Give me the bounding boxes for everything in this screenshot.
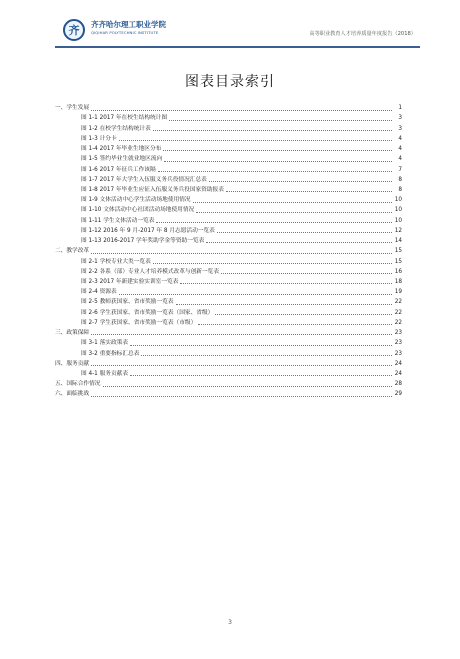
toc-entry-row[interactable]	[55, 298, 402, 308]
toc-entry-page-number: 4	[398, 156, 402, 163]
toc-entry-label: 图 1-11 学生文体活动一览表	[81, 217, 155, 224]
toc-entry-row[interactable]	[55, 124, 402, 134]
school-name-english: QIQIHAR POLYTECHNIC INSTITUTE	[91, 30, 159, 35]
dotted-leader	[209, 181, 392, 182]
toc-entry-label: 图 1-2 在校学生结构统计表	[81, 125, 151, 132]
dotted-leader	[153, 130, 392, 131]
toc-entry-page-number: 15	[394, 258, 402, 265]
toc-entry-page-number: 18	[394, 278, 402, 285]
toc-entry-page-number: 24	[394, 370, 402, 377]
toc-entry-label: 图 1-13 2016-2017 学年奖助学金等资助一览表	[81, 238, 205, 245]
dotted-leader	[156, 222, 392, 223]
toc-entry-page-number: 3	[398, 125, 402, 132]
toc-section-row[interactable]	[55, 359, 402, 369]
dotted-leader	[130, 345, 392, 346]
table-of-contents	[55, 104, 402, 400]
toc-entry-row[interactable]	[55, 114, 402, 124]
dotted-leader	[103, 386, 393, 387]
toc-entry-page-number: 23	[394, 350, 402, 357]
dotted-leader	[91, 253, 392, 254]
dotted-leader	[164, 161, 392, 162]
toc-section-row[interactable]	[55, 104, 402, 114]
toc-entry-label: 图 4-1 服务贡献表	[81, 370, 129, 377]
toc-entry-row[interactable]	[55, 176, 402, 186]
toc-entry-label: 四、服务贡献	[55, 360, 90, 367]
dotted-leader	[206, 242, 392, 243]
dotted-leader	[130, 375, 392, 376]
toc-section-row[interactable]	[55, 380, 402, 390]
toc-entry-label: 图 1-8 2017 年毕业生应征入伍服义务兵役国家资助报表	[81, 187, 224, 193]
toc-entry-label: 图 1-9 文体活动中心学生活动场地使用情况	[81, 197, 191, 204]
toc-entry-page-number: 15	[394, 248, 402, 255]
toc-entry-label: 图 2-5 教师获国家、省市奖励一览表	[81, 299, 174, 306]
toc-entry-page-number: 10	[394, 197, 402, 204]
toc-entry-row[interactable]	[55, 268, 402, 278]
dotted-leader	[119, 294, 392, 295]
toc-entry-label: 三、政策保障	[55, 330, 90, 337]
toc-entry-label: 图 1-7 2017 年大学生入伍服义务兵役情况汇总表	[81, 176, 207, 183]
dotted-leader	[176, 304, 392, 305]
toc-entry-page-number: 23	[394, 330, 402, 337]
dotted-leader	[91, 110, 392, 111]
toc-entry-page-number: 10	[394, 207, 402, 214]
toc-entry-page-number: 4	[398, 135, 402, 142]
toc-entry-label: 图 2-2 各系（部）专业人才培养模式改革与创新一览表	[81, 268, 220, 275]
toc-entry-row[interactable]	[55, 288, 402, 298]
toc-entry-page-number: 28	[394, 381, 402, 388]
toc-entry-page-number: 16	[394, 268, 402, 275]
toc-entry-page-number: 22	[394, 299, 402, 306]
toc-entry-row[interactable]	[55, 278, 402, 288]
toc-entry-row[interactable]	[55, 145, 402, 155]
page-header	[55, 18, 420, 48]
toc-section-row[interactable]	[55, 247, 402, 257]
toc-entry-label: 五、国际合作情况	[55, 381, 101, 388]
toc-entry-row[interactable]	[55, 237, 402, 247]
dotted-leader	[217, 232, 392, 233]
toc-entry-label: 图 1-5 签约毕业生就业地区流向	[81, 156, 163, 163]
toc-entry-label: 图 1-3 计分卡	[81, 135, 117, 142]
toc-entry-row[interactable]	[55, 155, 402, 165]
school-name: 齐齐哈尔理工职业学院	[91, 20, 166, 29]
toc-entry-page-number: 1	[398, 105, 402, 112]
toc-entry-row[interactable]	[55, 319, 402, 329]
toc-entry-row[interactable]	[55, 370, 402, 380]
dotted-leader	[91, 365, 392, 366]
toc-entry-row[interactable]	[55, 165, 402, 175]
dotted-leader	[226, 191, 392, 192]
dotted-leader	[198, 324, 392, 325]
dotted-leader	[91, 334, 392, 335]
toc-section-row[interactable]	[55, 329, 402, 339]
toc-entry-label: 图 3-1 落实政策表	[81, 340, 129, 347]
toc-entry-page-number: 29	[394, 391, 402, 398]
toc-entry-label: 二、教学改革	[55, 248, 90, 255]
toc-entry-page-number: 8	[398, 176, 402, 183]
dotted-leader	[91, 396, 392, 397]
toc-entry-label: 图 1-12 2016 年 9 月-2017 年 8 月志愿活动一览表	[81, 227, 215, 234]
report-title: 高等职业教育人才培养质量年度报告（2018）	[309, 31, 416, 37]
toc-entry-page-number: 23	[394, 340, 402, 347]
toc-entry-label: 图 1-1 2017 年在校生结构统计图	[81, 115, 168, 122]
dotted-leader	[163, 150, 392, 151]
toc-entry-label: 图 2-3 2017 年新建实验实训室一览表	[81, 278, 179, 285]
toc-entry-label: 图 2-6 学生获国家、省市奖励一览表（国家、省级）	[81, 309, 214, 316]
toc-entry-label: 六、面临挑战	[55, 391, 90, 398]
school-logo: 齐	[63, 19, 85, 41]
dotted-leader	[119, 140, 392, 141]
toc-entry-page-number: 4	[398, 146, 402, 153]
toc-entry-page-number: 22	[394, 309, 402, 316]
toc-entry-row[interactable]	[55, 186, 402, 196]
toc-entry-label: 图 1-10 文体活动中心社团活动场地使用情况	[81, 207, 195, 214]
dotted-leader	[153, 263, 392, 264]
toc-entry-page-number: 14	[394, 238, 402, 245]
toc-entry-page-number: 3	[398, 115, 402, 122]
toc-entry-row[interactable]	[55, 227, 402, 237]
dotted-leader	[169, 120, 392, 121]
dotted-leader	[141, 355, 392, 356]
toc-entry-page-number: 10	[394, 217, 402, 224]
toc-entry-label: 图 2-4 资源表	[81, 289, 117, 296]
toc-entry-label: 图 3-2 重要指标汇总表	[81, 350, 140, 357]
dotted-leader	[193, 202, 392, 203]
toc-entry-row[interactable]	[55, 308, 402, 318]
dotted-leader	[180, 283, 392, 284]
toc-entry-row[interactable]	[55, 196, 402, 206]
dotted-leader	[196, 212, 392, 213]
toc-entry-label: 图 2-7 学生获国家、省市奖励一览表（市级）	[81, 319, 197, 326]
toc-entry-page-number: 8	[398, 187, 402, 193]
dotted-leader	[221, 273, 392, 274]
toc-entry-label: 图 1-4 2017 年毕业生地区分布	[81, 146, 162, 153]
toc-entry-row[interactable]	[55, 257, 402, 267]
page-number: 3	[228, 619, 232, 626]
toc-entry-row[interactable]	[55, 135, 402, 145]
dotted-leader	[215, 314, 392, 315]
toc-entry-label: 一、学生发展	[55, 105, 90, 112]
toc-entry-page-number: 24	[394, 360, 402, 367]
toc-entry-label: 图 1-6 2017 年征兵工作该隔	[81, 166, 156, 173]
toc-entry-row[interactable]	[55, 206, 402, 216]
toc-title: 图表目录索引	[185, 74, 275, 90]
dotted-leader	[158, 171, 392, 172]
toc-entry-row[interactable]	[55, 339, 402, 349]
toc-entry-label: 图 2-1 学校专业大类一览表	[81, 258, 151, 265]
toc-entry-page-number: 19	[394, 289, 402, 296]
toc-entry-row[interactable]	[55, 216, 402, 226]
toc-entry-row[interactable]	[55, 349, 402, 359]
toc-entry-page-number: 7	[398, 166, 402, 173]
toc-entry-page-number: 12	[394, 227, 402, 234]
toc-entry-page-number: 22	[394, 319, 402, 326]
toc-section-row[interactable]	[55, 390, 402, 400]
